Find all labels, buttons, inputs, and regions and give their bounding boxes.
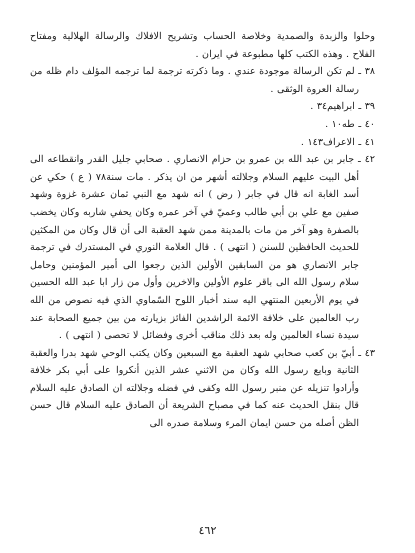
note-43: ٤٣ ـ أبيّ بن كعب صحابي شهد العقبة مع السبعين وكان يكتب الوحي شهد بدرا والعقبة الثانية وبايع رسول الله وكان من الاثني عشر الذين أنكروا على أبي بكر خلافة وأرادوا تنزيله عن منبر رسول الله وكفى في فضله وجلالته ان الصادق عليه السلام قال بنقل الحديث عنه كما في مصباح الشريعة أن الصادق عليه السلام قال حسن الظن أصله من حسن ايمان المرء وسلامة صدره الى — [30, 347, 375, 430]
intro-paragraph: وحلوا والزبدة والصمدية وخلاصة الحساب وتشريح الافلاك والرسالة الهلالية ومفتاح الفلاح . وهذه الكتب كلها مطبوعة في ايران . — [30, 31, 375, 60]
page-body — [30, 28, 375, 433]
note-38: ٣٨ ـ لم تكن الرسالة موجودة عندي . وما ذكرته ترجمة لما ترجمه المؤلف دام ظله من رسالة العروة الوثقى . — [30, 66, 375, 95]
note-39: ٣٩ ـ ابراهيم٣٤ . — [310, 101, 375, 113]
note-41: ٤١ ـ الاعراف١٤٣ . — [300, 136, 375, 148]
page-number: ٤٦٢ — [198, 524, 217, 537]
note-40: ٤٠ ـ طه١٠ . — [325, 118, 375, 130]
note-42: ٤٢ ـ جابر بن عبد الله بن عمرو بن حزام الانصاري . صحابي جليل القدر وانقطاعه الى أهل البيت عليهم السلام وجلالته أشهر من ان يذكر . مات سنة٧٨ ( ع ) حكي عن أسد الغابة انه قال في جابر ( رض ) انه شهد مع النبي ثمان عشرة غزوة وشهد صفين مع علي بن أبي طالب وعميّ في آخر عمره وكان يحفي شاربه وكان يخضب بالصفرة وهو آخر من مات بالمدينة ممن شهد العقبة الى أن قال وكان من المكثين للحديث الحافظين للسنن ( انتهى ) . قال العلامة النوري في المستدرك في ترجمة جابر الانصاري هو من السابقين الأولين الذين رجعوا الى أمير المؤمنين وحامل سلام رسول الله الى باقر علوم الأولين والاخرين وأول من زار ابا عبد الله الحسين في يوم الأربعين المنتهي اليه سند أخبار اللوح السّماوي الذي فيه نصوص من الله رب العالمين على خلافة الائمة الراشدين الفائز بزيارته من بين جميع الصحابة عند سيدة نساء العالمين وله بعد ذلك مناقب أخرى وفضائل لا تحصى ( انتهى ) . — [30, 154, 375, 342]
